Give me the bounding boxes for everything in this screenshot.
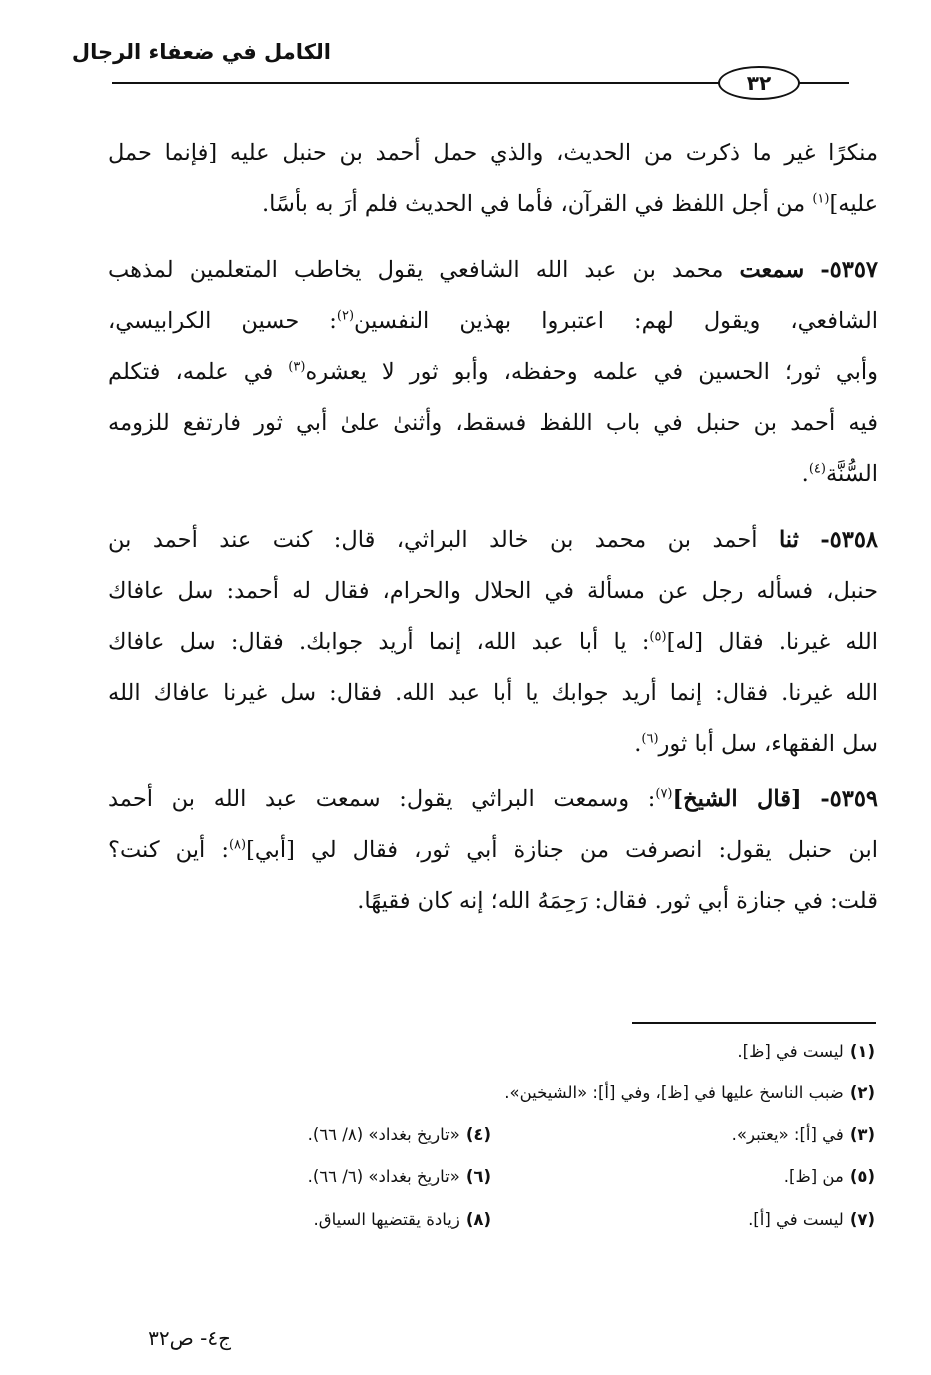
footnote-ref: (١): [812, 191, 830, 207]
text-line: فيه أحمد بن حنبل في باب اللفظ فسقط، وأثنىٰ علىٰ أبي ثور فارتفع للزومه: [108, 410, 878, 436]
text-line: الشافعي، ويقول لهم: اعتبروا بهذين النفسين$^{(٢)}$: حسين الكرابيسي،: [108, 308, 878, 334]
main-text: [108, 128, 878, 927]
text-line: الله غيرنا. فقال: إنما أريد جوابك يا أبا عبد الله. فقال: سل غيرنا عافاك الله: [108, 680, 878, 706]
narration-number: ٥٣٥٩-: [820, 786, 879, 812]
page-number-badge: ٣٢: [718, 66, 800, 100]
volume-page-reference: ج٤- ص٣٢: [148, 1326, 231, 1350]
footnote-ref: (٧): [655, 786, 673, 802]
narration-keyword: ثنا: [778, 527, 799, 553]
text-line: منكرًا غير ما ذكرت من الحديث، والذي حمل أحمد بن حنبل عليه [فإنما حمل: [108, 140, 878, 166]
footnote-ref: (٥): [649, 629, 667, 645]
footnote-ref: (٣): [288, 359, 306, 375]
footnote-5: (٥)من [ظ].: [783, 1167, 875, 1186]
footnote-3: (٣)في [أ]: «يعتبر».: [731, 1125, 875, 1144]
footnote-ref: (٦): [641, 731, 659, 747]
footnote-4: (٤)«تاريخ بغداد» (٨/ ٦٦).: [307, 1125, 491, 1144]
footnote-2: (٢)ضبب الناسخ عليها في [ظ]، وفي [أ]: «الشيخين».: [504, 1083, 875, 1102]
footnote-ref: (٤): [808, 461, 826, 477]
footnote-1: (١)ليست في [ظ].: [737, 1042, 875, 1061]
narration-number: ٥٣٥٨-: [820, 527, 878, 553]
footnote-separator: [632, 1022, 876, 1024]
text-line: ابن حنبل يقول: انصرفت من جنازة أبي ثور، فقال لي [أبي]$^{(٨)}$: أين كنت؟: [108, 837, 878, 863]
text-line: عليه]$^{(١)}$ من أجل اللفظ في القرآن، فأما في الحديث فلم أرَ به بأسًا.: [261, 191, 878, 217]
footnote-7: (٧)ليست في [أ].: [748, 1210, 875, 1229]
text-line: ٥٣٥٧- سمعت محمد بن عبد الله الشافعي يقول يخاطب المتعلمين لمذهب: [108, 257, 879, 283]
footnote-8: (٨)زيادة يقتضيها السياق.: [313, 1210, 491, 1229]
text-line: السُّنَّة$^{(٤)}$.: [801, 461, 878, 487]
text-line: حنبل، فسأله رجل عن مسألة في الحلال والحرام، فقال له أحمد: سل عافاك: [108, 578, 878, 604]
text-line: سل الفقهاء، سل أبا ثور$^{(٦)}$.: [634, 731, 878, 757]
narration-number: ٥٣٥٧-: [820, 257, 879, 283]
text-line: وأبي ثور؛ الحسين في علمه وحفظه، وأبو ثور لا يعشره$^{(٣)}$ في علمه، فتكلم: [108, 359, 878, 385]
footnote-ref: (٨): [228, 837, 247, 853]
footnote-ref: (٢): [336, 308, 355, 324]
narration-keyword: سمعت: [739, 257, 805, 283]
text-line: ٥٣٥٨- ثنا أحمد بن محمد بن خالد البراثي، قال: كنت عند أحمد بن: [108, 527, 878, 553]
running-header-title: الكامل في ضعفاء الرجال: [71, 40, 331, 64]
narration-keyword: [قال الشيخ]: [672, 786, 802, 812]
text-line: الله غيرنا. فقال [له]$^{(٥)}$: يا أبا عبد الله، إنما أريد جوابك. فقال: سل عافاك: [108, 629, 878, 655]
footnote-6: (٦)«تاريخ بغداد» (٦/ ٦٦).: [307, 1167, 491, 1186]
text-line: ٥٣٥٩- [قال الشيخ]$^{(٧)}$: وسمعت البراثي يقول: سمعت عبد الله بن أحمد: [108, 786, 879, 812]
text-line: قلت: في جنازة أبي ثور. فقال: رَحِمَهُ الله؛ إنه كان فقيهًا.: [357, 888, 878, 914]
